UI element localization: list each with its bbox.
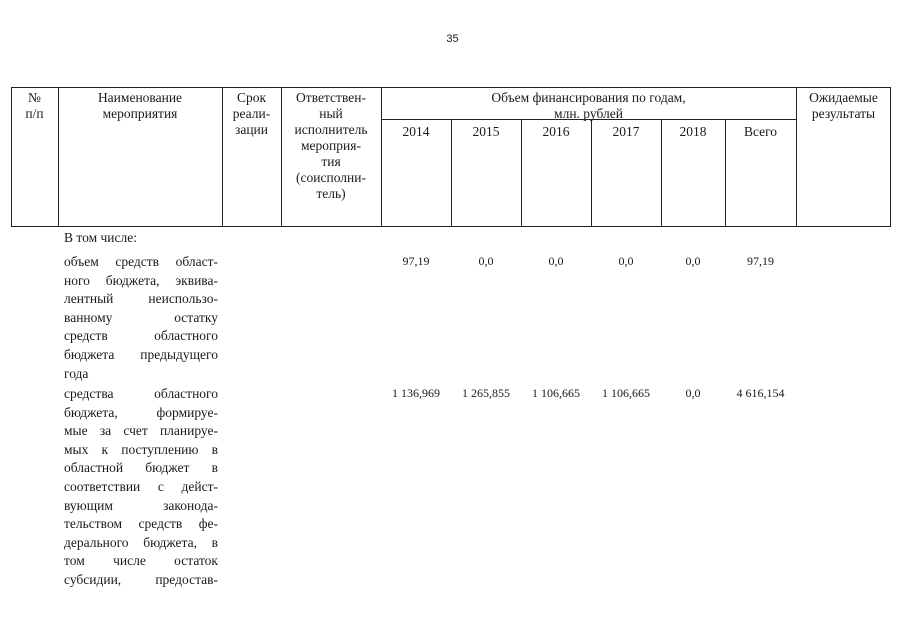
row2-value-2018: 0,0 xyxy=(685,386,701,400)
row1-value-2017: 0,0 xyxy=(618,254,634,268)
row1-description xyxy=(64,253,218,383)
text-line: тельством средств фе- xyxy=(64,516,218,532)
text-line: мых к поступлению в xyxy=(64,441,218,457)
text-line: ванному остатку xyxy=(64,309,218,325)
row2-value-2016: 1 106,665 xyxy=(532,386,580,400)
header-name: Наименование мероприятия xyxy=(97,90,183,121)
text-line: вующим законода- xyxy=(64,497,218,513)
year-2018: 2018 xyxy=(679,124,707,139)
text-line: объем средств област- xyxy=(64,254,218,269)
year-2014: 2014 xyxy=(402,124,430,139)
text-line: бюджета предыдущего xyxy=(64,346,218,362)
text-line: дерального бюджета, в xyxy=(64,534,218,550)
header-results: Ожидаемые результаты xyxy=(809,90,878,121)
row2-description xyxy=(64,385,218,590)
text-line: субсидии, предостав- xyxy=(64,571,218,587)
text-line: средства областного xyxy=(64,386,218,401)
section-label: В том числе: xyxy=(64,230,137,245)
row1-value-2015: 0,0 xyxy=(478,254,494,268)
row1-value-2018: 0,0 xyxy=(685,254,701,268)
year-2017: 2017 xyxy=(612,124,640,139)
text-line: лентный неиспользо- xyxy=(64,291,218,307)
row1-value-2014: 97,19 xyxy=(402,254,430,268)
row2-value-2015: 1 265,855 xyxy=(462,386,510,400)
text-line: том числе остаток xyxy=(64,553,218,569)
text-line: областной бюджет в xyxy=(64,460,218,476)
year-total: Всего xyxy=(743,124,778,139)
row1-value-2016: 0,0 xyxy=(548,254,564,268)
row2-value-2017: 1 106,665 xyxy=(602,386,650,400)
header-term: Срок реали- зации xyxy=(232,90,271,137)
page-number: 35 xyxy=(446,33,459,45)
text-line: бюджета, формируе- xyxy=(64,404,218,420)
header-executor: Ответствен- ный исполнитель мероприя- тия (соисполни- тель) xyxy=(294,90,368,201)
text-line: мые за счет планируе- xyxy=(64,423,218,439)
row2-value-2014: 1 136,969 xyxy=(392,386,440,400)
row2-value-total: 4 616,154 xyxy=(736,386,785,400)
year-2016: 2016 xyxy=(542,124,570,139)
text-line: ного бюджета, эквива- xyxy=(64,272,218,288)
header-financing: Объем финансирования по годам, млн. рублей xyxy=(491,90,686,121)
text-line: года xyxy=(64,365,89,381)
year-2015: 2015 xyxy=(472,124,500,139)
text-line: средств областного xyxy=(64,328,218,344)
text-line: соответствии с дейст- xyxy=(64,478,218,494)
header-num: № п/п xyxy=(25,90,44,121)
row1-value-total: 97,19 xyxy=(747,254,774,268)
